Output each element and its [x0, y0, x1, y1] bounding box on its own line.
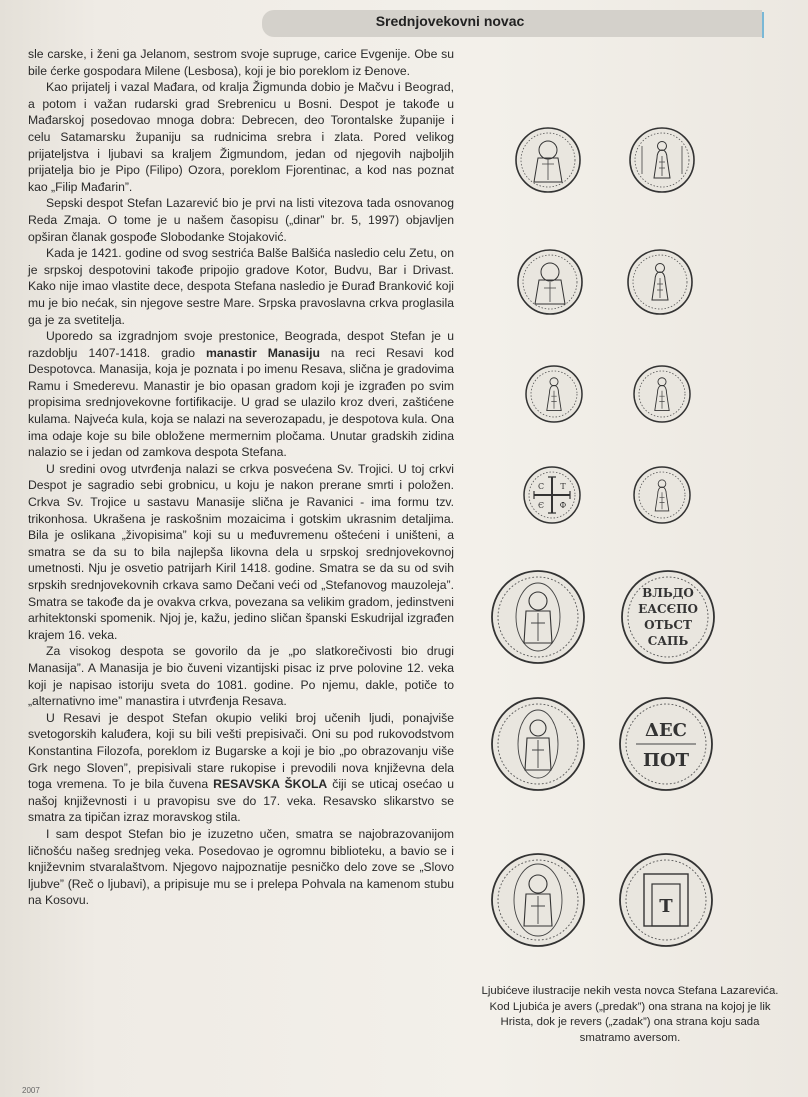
paragraph-text: U Resavi je despot Stefan okupio veliki broj učenih ljudi, ponajviše svetogorskih kaluđera, koji su bili vešti prepisivači. Oni su pod rukovodstvom Konstantina Filozofa, poreklom iz Bugarske a koji je bio „po obrazovanju više Grk nego Sloven”, prepisivali stare rukopise i prevodili nova književna dela toga vremena. To je bila čuvena — [28, 710, 454, 792]
coin-letter: Ф — [559, 501, 567, 510]
article-paragraph — [28, 245, 454, 328]
article-paragraph — [28, 710, 454, 826]
article-paragraph — [28, 643, 454, 709]
coin-christ-large-obverse — [492, 571, 584, 663]
coin-inscription-line: ЕАСЄПО — [638, 602, 698, 616]
page-number: 2007 — [22, 1086, 40, 1095]
coin-row-4 — [524, 467, 690, 523]
paragraph-text: I sam despot Stefan bio je izuzetno učen, smatra se najobrazovanijom ličnošću našeg srednjeg veka. Posedovao je ogromnu biblioteku, a bavio se i književnim stvaralaštvom. Njegovo najpoznatije pesničko delo zove se „Slovo ljubve” (Reč o ljubavi), a pripisuje mu se i prelepa Pohvala na kamenom stubu na Kosovu. — [28, 826, 454, 908]
bold-term: manastir Manasiju — [205, 345, 320, 360]
coin-row-1 — [516, 128, 694, 192]
paragraph-text: Kao prijatelj i vazal Mađara, od kralja Žigmunda dobio je Mačvu i Beograd, a potom i važan rudarski grad Srebrenicu u Bosni. Despot je takođe u Mađarskoj posedovao mnoga dobra: Debrecen, deo Torontalske županije i celu Satamarsku županiju sa rudnicima srebra i zlata. Pored velikog prijateljstva i ljubavi sa kraljem Žigmundom, jedan od njegovih najboljih prijatelja bio je Pipo (Filipo) Ozora, poreklom Fjorentinac, a kod nas poznat kao „Filip Mađarin”. — [28, 80, 454, 194]
coin-christ-obverse — [518, 250, 582, 314]
coin-plate — [470, 110, 790, 980]
paragraph-text: čiji se uticaj osećao u našoj književnosti i u pravopisu sve do 17. veka. Resavsko slikarstvo se smatra za tipičan izraz moravskog stila. — [28, 777, 454, 825]
coin-row-3 — [526, 366, 690, 422]
page-title: Srednjovekovni novac — [375, 13, 525, 29]
article-paragraph — [28, 195, 454, 245]
coin-cross-obverse — [524, 467, 580, 523]
coin-christ-large-obverse — [492, 698, 584, 790]
coin-inscription-reverse — [622, 571, 714, 663]
coin-letter: Є — [537, 501, 545, 510]
article-paragraph — [28, 79, 454, 195]
coin-saint-reverse — [630, 128, 694, 192]
coin-row-7 — [492, 854, 712, 946]
coin-row-6 — [492, 698, 712, 790]
article-paragraph — [28, 826, 454, 909]
paragraph-text: na reci Resavi kod Despotovca. Manasija, koja je poznata i po imenu Resava, slična je gradovima Ramu i Smederevu. Manastir je bio opasan gradom koji je izgrađen po svim propisima srednjovekovne fortifikacije. U grad se ulazilo kroz dveri, zaštićene kulama. Najveća kula, koja se nalazi na severozapadu, je despotova kula. Ona ima odaje koje su bile obložene mermernim pločama. Unutar gradskih zidina nalazio se i jedan od zamkova despota Stefana. — [28, 345, 454, 460]
coin-row-2 — [518, 250, 692, 314]
coin-saint-reverse — [628, 250, 692, 314]
coin-christ-obverse — [516, 128, 580, 192]
coin-inscription-line: САПЬ — [647, 634, 689, 648]
paragraph-text: sle carske, i ženi ga Jelanom, sestrom svoje supruge, carice Evgenije. Obe su bile ćerke gospodara Milene (Lesbosa), koji je bio poreklom iz Đenove. — [28, 47, 454, 78]
article-paragraph — [28, 46, 454, 79]
coin-gate-reverse — [620, 854, 712, 946]
figure-caption: Ljubićeve ilustracije nekih vesta novca Stefana Lazarevića. Kod Ljubića je avers („predak”) ona strana na kojoj je lik Hrista, dok je revers („zadak”) ona strana koju sada smatramo aversom. — [481, 985, 779, 1044]
coin-letter: С — [537, 482, 545, 491]
coin-inscription-line: ОТЬСТ — [644, 618, 692, 632]
paragraph-text: Sepski despot Stefan Lazarević bio je prvi na listi vitezova tada osnovanog Reda Zmaja. O tome je u našem časopisu („dinar” br. 5, 1997) objavljen opširan članak gospođe Slobodanke Stojaković. — [28, 196, 454, 244]
coin-inscription-reverse — [620, 698, 712, 790]
header-rule — [762, 12, 764, 38]
coin-saint-reverse — [634, 366, 690, 422]
paragraph-text: Uporedo sa izgradnjom svoje prestonice, Beograda, despot Stefan je u razdoblju 1407-1418. gradio — [28, 329, 454, 360]
article-paragraph — [28, 461, 454, 644]
coin-illustrations — [470, 110, 790, 1050]
coin-inscription-line: ΔΕС — [644, 720, 688, 741]
bold-term: RESAVSKA ŠKOLA — [213, 777, 328, 792]
coin-row-5 — [492, 571, 714, 663]
coin-letter: Т — [659, 896, 673, 917]
coin-inscription-line: ΠΟΤ — [642, 750, 690, 771]
coin-christ-large-obverse — [492, 854, 584, 946]
coin-christ-obverse — [526, 366, 582, 422]
article-paragraph — [28, 328, 454, 461]
coin-letter: Т — [560, 482, 566, 491]
article-body — [28, 46, 454, 909]
paragraph-text: Kada je 1421. godine od svog sestrića Balše Balšića nasledio celu Zetu, on je srpskoj despotovini takođe pripojio gradove Kotor, Budvu, Bar i Drivast. Kako nije imao vlastite dece, despota Stefana nasledio je Đurađ Branković koji mu je bio nećak, sin njegove sestre Mare. Srpska pravoslavna crkva proglasila ga je za svetitelja. — [28, 246, 454, 327]
paragraph-text: U sredini ovog utvrđenja nalazi se crkva posvećena Sv. Trojici. U toj crkvi Despot je sagradio sebi grobnicu, u koju je nakon prerane smrti i položen. Crkva Sv. Trojice u sastavu Manasije slična je Ravanici - ima formu tzv. trikonhosa. Ukrašena je raskošnim mozaicima i gotskim ukrasnim detaljima. Bila je oslikana „živopisima” koji su u međuvremenu oštećeni i uništeni, a smatra se da su to bila najlepša likovna dela u srpskoj srednjovekovnoj umetnosti. Nju je osvetio patrijarh Kiril 1418. godine. Smatra se da su od svih srpskih srednjovekovnih crkava samo Dečani veći od „Stefanovog mauzoleja”. Smatra se takođe da je ovakva crkva, povezana sa velikim gradom, jedinstveni arhitektonski spomenik. Njoj je, kažu, jedino sličan španski Eskudrijal izgrađen krajem 16. veka. — [28, 461, 454, 642]
coin-saint-reverse — [634, 467, 690, 523]
paragraph-text: Za visokog despota se govorilo da je „po slatkorečivosti bio drugi Manasija”. A Manasija je bio čuveni vizantijski pisac iz prve polovine 12. veka koji je napisao istoriju sveta do 1081. godine. Po njemu, dakle, potiče to „alternativno ime” manastira i utvrđenja Resava. — [28, 644, 454, 709]
coin-inscription-line: ВЛЬДО — [642, 586, 694, 600]
